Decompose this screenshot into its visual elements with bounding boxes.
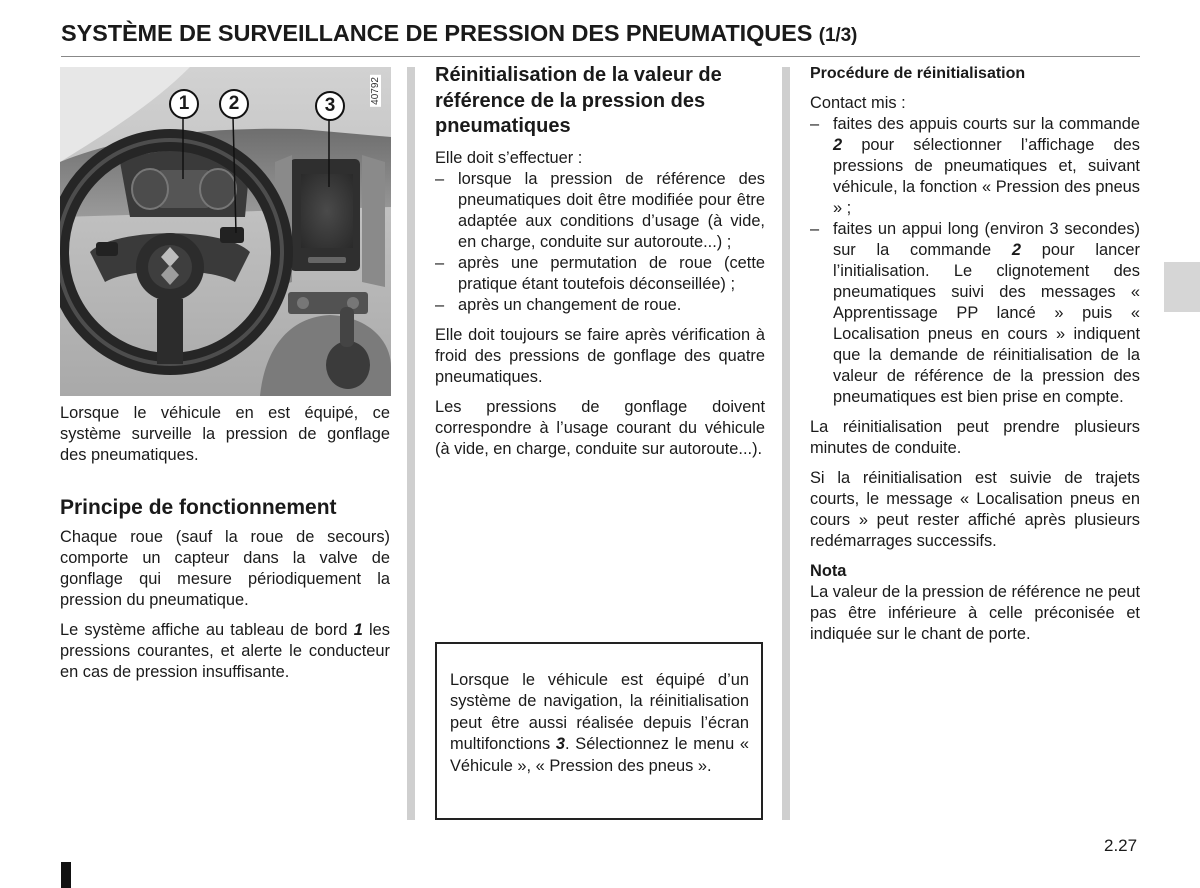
corner-mark bbox=[61, 862, 71, 888]
paragraph-trajets: Si la réinitialisation est suivie de trajets courts, le message « Localisation pneus en cours » peut rester affiché après plusieurs redémarrages successifs. bbox=[810, 469, 1140, 550]
step-2-end: pour lancer l’initialisation. Le clignotement des pneumatiques suivi des messages « Apprentissage PP lancé » puis « Localisation pneus en cours » indiquent que la demande de réinitialisation de la valeur de référence de la pression des pneumatiques est bien prise en compte. bbox=[833, 241, 1140, 406]
column-divider-left bbox=[407, 67, 415, 820]
reference-number-3: 3 bbox=[555, 735, 566, 754]
callout-3: 3 bbox=[315, 91, 345, 121]
dashboard-illustration bbox=[60, 67, 391, 396]
paragraph-capteur: Chaque roue (sauf la roue de secours) comporte un capteur dans la valve de gonflage qui mesure périodiquement la pression du pneumatique. bbox=[60, 528, 390, 609]
page-number: 2.27 bbox=[1104, 836, 1138, 855]
paragraph-affichage-end: les pressions courantes, et alerte le conducteur en cas de pression insuffisante. bbox=[60, 621, 390, 681]
intro-conditions: Elle doit s’effectuer : bbox=[435, 148, 583, 167]
paragraph-usage: Les pressions de gonflage doivent correspondre à l’usage courant du véhicule (à vide, en charge, conduite sur autoroute...). bbox=[435, 397, 765, 458]
column-2 bbox=[435, 63, 765, 469]
nota-title: Nota bbox=[810, 562, 847, 580]
list-item: – après un changement de roue. bbox=[435, 295, 765, 316]
list-item: – après une permutation de roue (cette pratique étant toutefois déconseillée) ; bbox=[435, 253, 765, 295]
callout-2: 2 bbox=[219, 89, 249, 119]
heading-procedure: Procédure de réinitialisation bbox=[810, 65, 1026, 82]
reference-number-2: 2 bbox=[833, 136, 843, 154]
figure-caption: Lorsque le véhicule en est équipé, ce système surveille la pression de gonflage des pneumatiques. bbox=[60, 404, 390, 464]
procedure-list bbox=[810, 114, 1140, 408]
column-3 bbox=[810, 63, 1140, 654]
note-text bbox=[450, 670, 749, 777]
navigation-note-box bbox=[435, 642, 763, 820]
step-2-start: faites un appui long (environ 3 secondes) sur la commande bbox=[833, 220, 1140, 259]
heading-principe: Principe de fonctionnement bbox=[60, 496, 337, 519]
figure-code: 40792 bbox=[370, 77, 381, 105]
callout-1: 1 bbox=[169, 89, 199, 119]
paragraph-affichage-start: Le système affiche au tableau de bord bbox=[60, 621, 348, 639]
reference-number-2: 2 bbox=[1011, 241, 1022, 259]
page-title bbox=[61, 20, 857, 47]
paragraph-duree: La réinitialisation peut prendre plusieurs minutes de conduite. bbox=[810, 418, 1140, 457]
list-item: – lorsque la pression de référence des pneumatiques doit être modifiée pour être adaptée aux conditions d’usage (à vide, en charge, conduite sur autoroute...) ; bbox=[435, 169, 765, 253]
title-rule bbox=[61, 56, 1140, 57]
reference-number-1: 1 bbox=[353, 621, 363, 639]
step-1-end: pour sélectionner l’affichage des pressions de pneumatiques et, suivant véhicule, la fonction « Pression des pneus » ; bbox=[833, 136, 1140, 217]
intro-contact: Contact mis : bbox=[810, 94, 906, 112]
page-title-main: SYSTÈME DE SURVEILLANCE DE PRESSION DES PNEUMATIQUES bbox=[61, 20, 813, 46]
note-text-start: Lorsque le véhicule est équipé d’un système de navigation, la réinitialisation peut être aussi réalisée depuis l’écran multifonctions bbox=[450, 671, 749, 754]
paragraph-verification: Elle doit toujours se faire après vérification à froid des pressions de gonflage des quatre pneumatiques. bbox=[435, 325, 765, 386]
conditions-list bbox=[435, 169, 765, 316]
page-title-part: (1/3) bbox=[818, 25, 858, 46]
heading-reinitialisation: Réinitialisation de la valeur de référence de la pression des pneumatiques bbox=[435, 64, 722, 137]
paragraph-affichage bbox=[60, 620, 390, 683]
note-text-end: . Sélectionnez le menu « Véhicule », « Pression des pneus ». bbox=[450, 735, 750, 775]
list-item bbox=[810, 219, 1140, 408]
nota-text: La valeur de la pression de référence ne peut pas être inférieure à celle préconisée et indiquée sur le chant de porte. bbox=[810, 583, 1140, 643]
column-1 bbox=[60, 403, 390, 692]
column-divider-right bbox=[782, 67, 790, 820]
section-tab-marker bbox=[1164, 262, 1200, 312]
step-1-start: faites des appuis courts sur la commande bbox=[833, 115, 1140, 133]
list-item bbox=[810, 114, 1140, 219]
